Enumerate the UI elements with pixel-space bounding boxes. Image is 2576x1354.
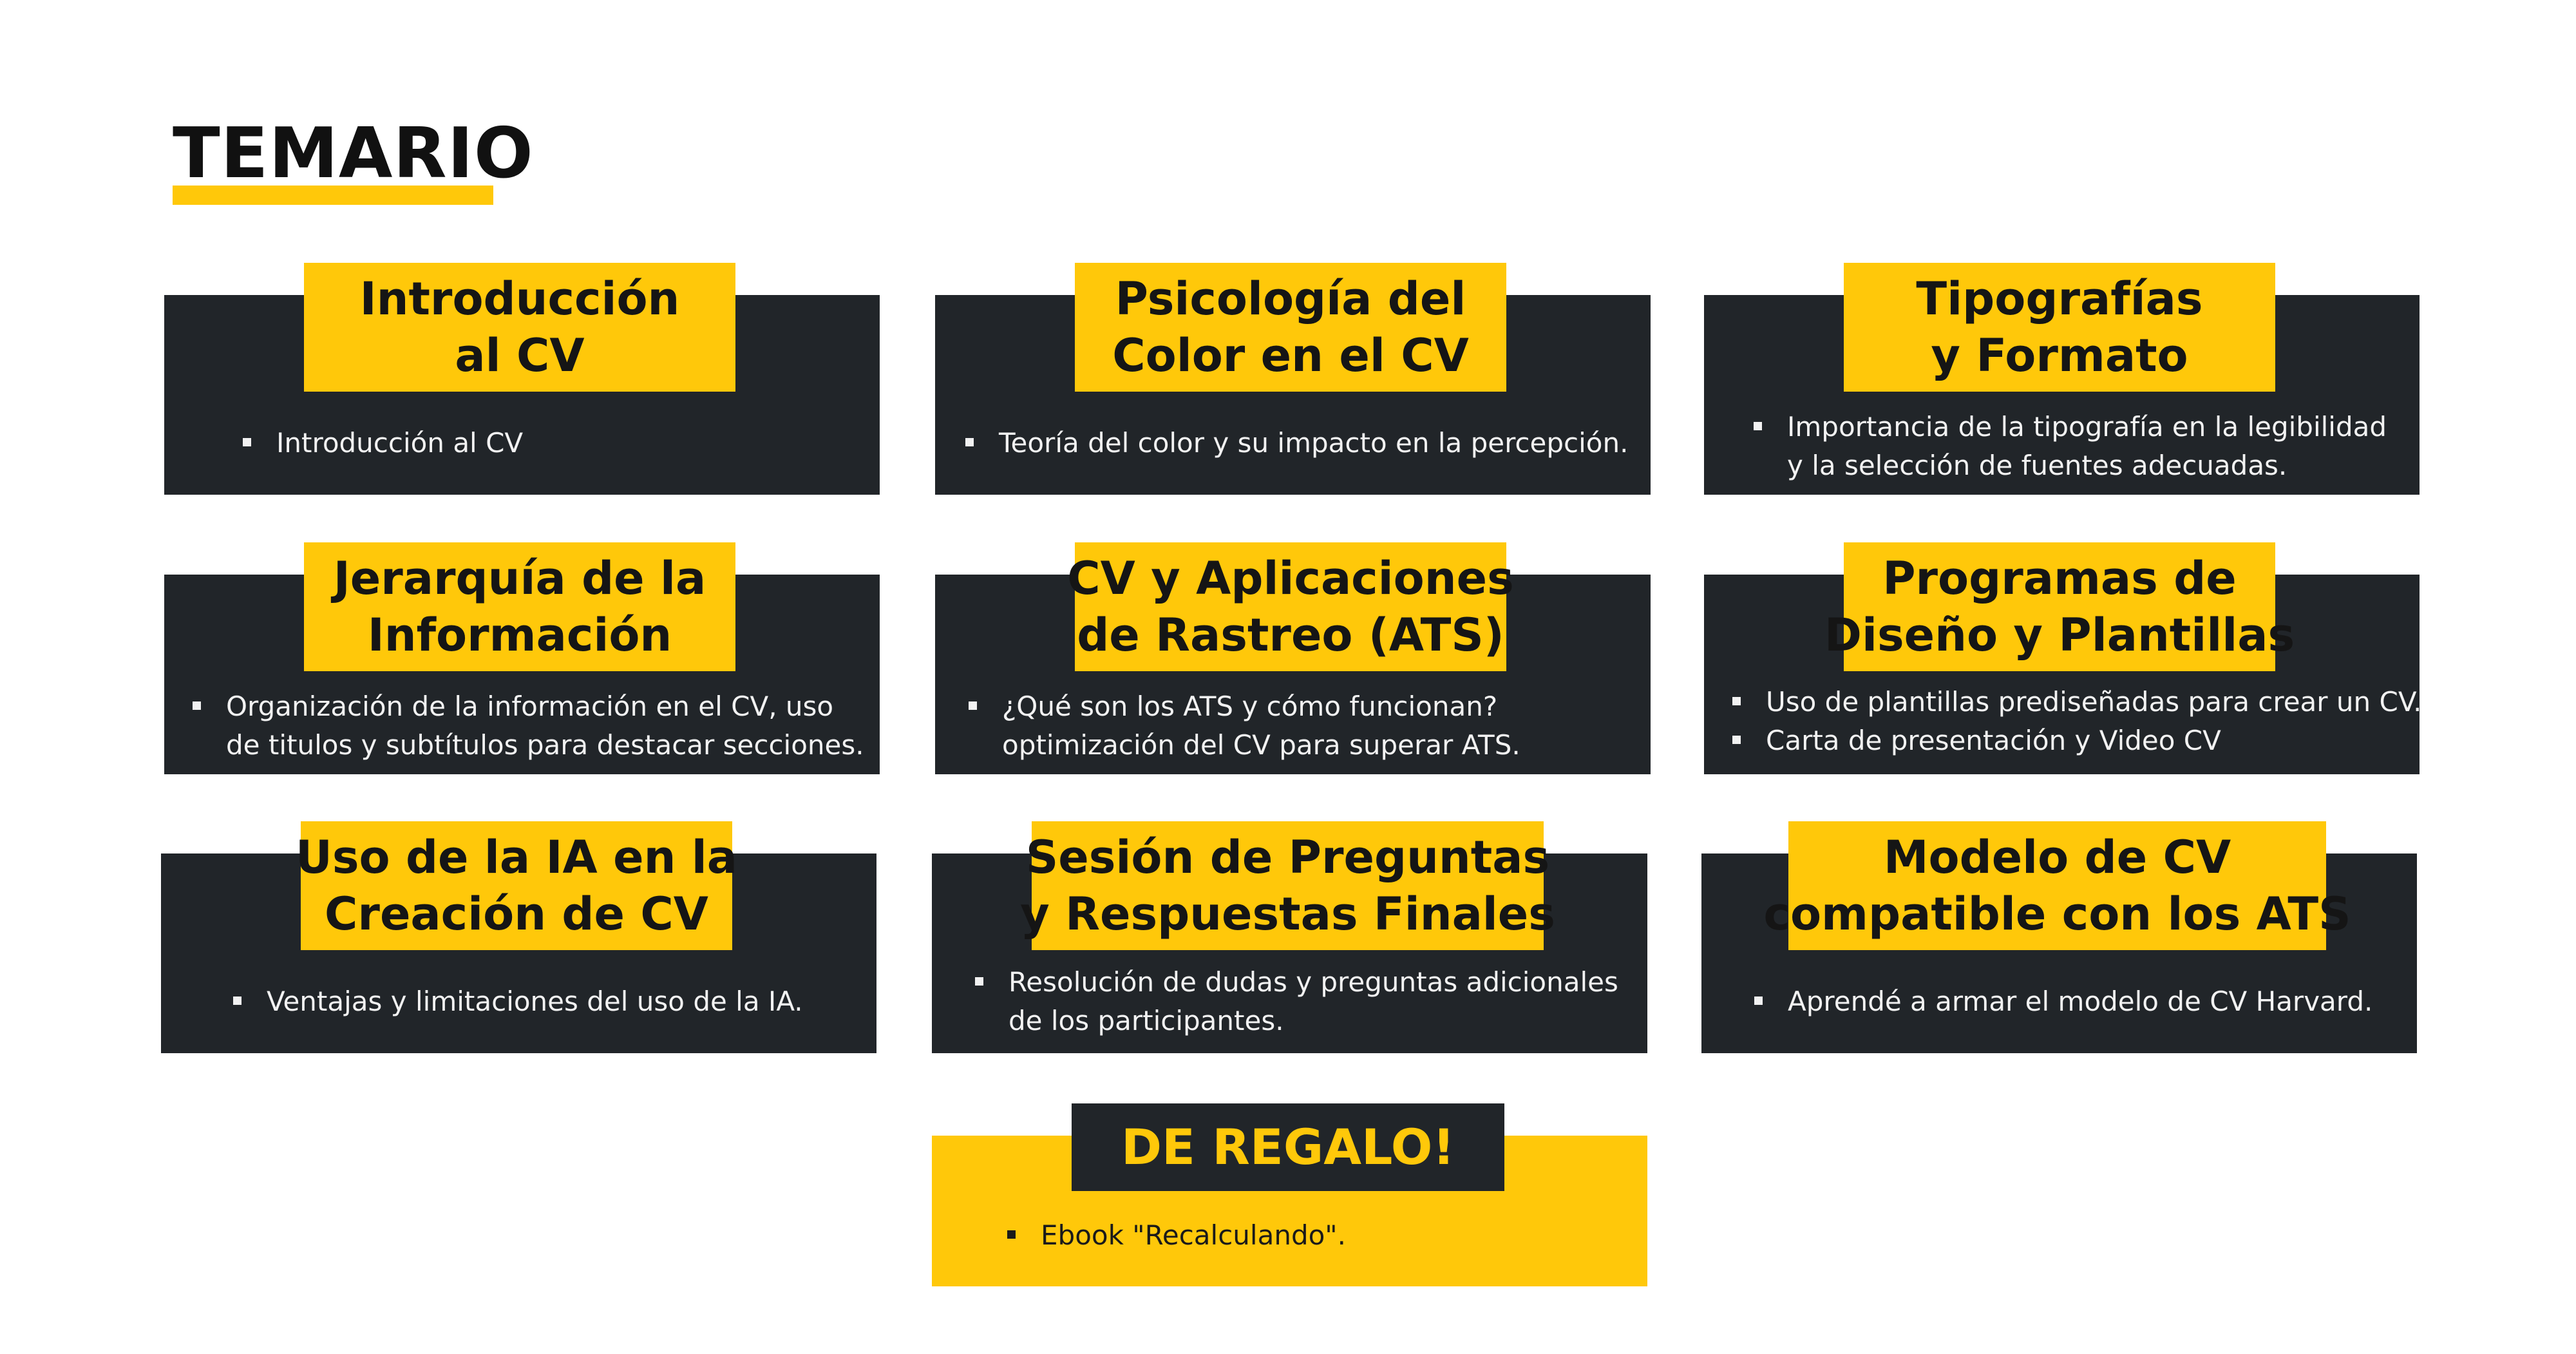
card-bullet-list [1731,683,2422,760]
bullet-item [1731,683,2422,721]
topic-card [1701,821,2417,1053]
topic-card [164,263,880,495]
bullet-item [967,687,1520,765]
bullet-item [1006,1216,1346,1255]
card-title-line: Uso de la IA en la [295,831,738,884]
bullet-text: optimización del CV para superar ATS. [1002,729,1520,761]
card-title-line: Jerarquía de la [333,552,706,605]
card-title [304,542,735,671]
card-bullet-list [232,982,803,1021]
card-title [1075,263,1506,392]
card-title-line: Creación de CV [325,888,708,940]
bullet-text: Resolución de dudas y preguntas adicionales [1009,966,1618,998]
bullet-text: ¿Qué son los ATS y cómo funcionan? [1002,691,1498,722]
card-title [304,263,735,392]
card-title-line: Diseño y Plantillas [1824,609,2295,662]
card-bullet-list [191,687,864,765]
card-title-line: Programas de [1882,552,2237,605]
card-title-line: Información [367,609,672,662]
topic-card [1704,263,2420,495]
card-title-line: y Respuestas Finales [1020,888,1555,940]
card-title-line: y Formato [1931,329,2188,382]
topic-card [1704,542,2420,774]
card-bullet-list [242,424,523,462]
card-bullet-list [964,424,1628,462]
bullet-text: y la selección de fuentes adecuadas. [1787,450,2287,481]
bullet-item [1731,721,2422,760]
gift-title-text: DE REGALO! [1121,1118,1455,1176]
card-title-line: Color en el CV [1112,329,1469,382]
topic-card [935,542,1651,774]
page-title: TEMARIO [173,113,534,194]
card-title [1824,542,2295,671]
bullet-text: Aprendé a armar el modelo de CV Harvard. [1788,986,2373,1017]
bullet-text: Ventajas y limitaciones del uso de la IA. [267,986,803,1017]
card-title-line: de Rastreo (ATS) [1077,609,1504,662]
bullet-text: Importancia de la tipografía en la legibilidad [1787,411,2387,443]
bullet-text: Organización de la información en el CV, uso [226,691,834,722]
gift-card [932,1103,1647,1286]
bullet-text: de los participantes. [1009,1005,1284,1036]
card-title-line: al CV [455,329,585,382]
bullet-item [191,687,864,765]
bullet-item [1753,982,2372,1021]
card-bullet-list [967,687,1520,765]
card-title [1844,263,2275,392]
topic-card [932,821,1647,1053]
bullet-item [1752,408,2387,485]
bullet-text: Carta de presentación y Video CV [1766,725,2221,756]
gift-title [1072,1103,1504,1191]
card-title [295,821,738,950]
bullet-item [974,963,1618,1040]
card-bullet-list [1752,408,2387,485]
bullet-item [242,424,523,462]
card-title-line: Tipografías [1916,272,2203,325]
card-title-line: Introducción [359,272,680,325]
bullet-text: Teoría del color y su impacto en la percepción. [999,427,1629,459]
card-title-line: compatible con los ATS [1763,888,2351,940]
gift-bullet-list [1006,1216,1346,1255]
bullet-text: Introducción al CV [276,427,524,459]
card-title-line: CV y Aplicaciones [1067,552,1514,605]
bullet-text: Uso de plantillas prediseñadas para crear un CV. [1766,686,2422,718]
bullet-text: Ebook "Recalculando". [1041,1219,1346,1251]
topic-card [935,263,1651,495]
bullet-item [232,982,803,1021]
card-title-line: Psicología del [1115,272,1466,325]
card-bullet-list [974,963,1618,1040]
card-bullet-list [1753,982,2372,1021]
card-title-line: Modelo de CV [1883,831,2231,884]
card-title [1020,821,1555,950]
bullet-item [964,424,1628,462]
card-title [1067,542,1514,671]
card-title-line: Sesión de Preguntas [1025,831,1550,884]
card-title [1763,821,2351,950]
topic-card [161,821,876,1053]
bullet-text: de titulos y subtítulos para destacar secciones. [226,729,864,761]
topic-card [164,542,880,774]
